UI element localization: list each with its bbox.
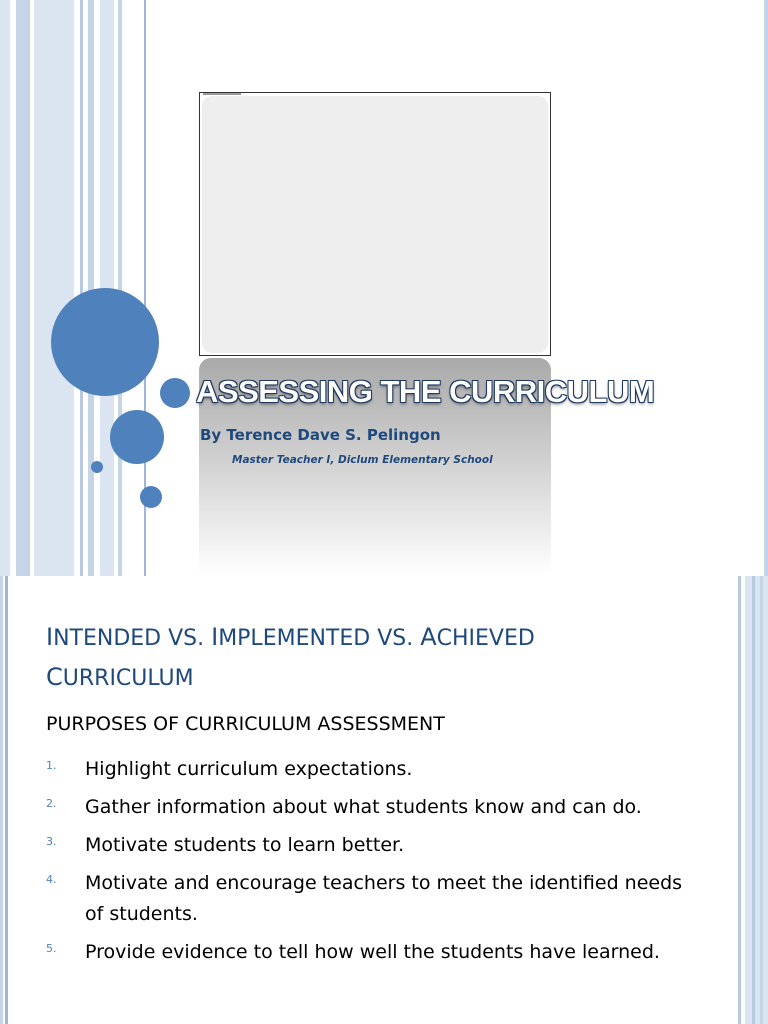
- picture-placeholder: [199, 92, 551, 356]
- picture-area: [202, 96, 548, 353]
- content-slide: [0, 576, 768, 1024]
- list-item: [46, 937, 686, 968]
- decor-circle: [110, 410, 164, 464]
- decor-stripe: [16, 0, 30, 576]
- item-number: 1.: [46, 759, 57, 772]
- heading-cap: I: [211, 623, 219, 651]
- decor-circle: [160, 378, 190, 408]
- author-affiliation: Master Teacher I, Diclum Elementary School: [232, 454, 493, 466]
- decor-stripe: [760, 576, 763, 1024]
- decor-circle-small: [91, 461, 103, 473]
- list-item: [46, 754, 686, 785]
- decor-circle-large: [51, 288, 159, 396]
- slide-title: ASSESSING THE CURRICULUM: [196, 374, 655, 409]
- decor-stripe: [0, 0, 10, 576]
- decor-stripe: [764, 0, 768, 576]
- decor-stripe: [34, 0, 74, 576]
- heading-cap: A: [420, 623, 437, 651]
- item-text: Highlight curriculum expectations.: [85, 758, 413, 780]
- heading-rest: CHIEVED: [436, 626, 535, 651]
- item-text: Gather information about what students know and can do.: [85, 796, 642, 818]
- heading-line-1: [46, 618, 606, 658]
- item-number: 5.: [46, 942, 57, 955]
- heading-rest: URRICULUM: [62, 666, 194, 691]
- purposes-list: [46, 754, 686, 975]
- decor-stripe: [0, 576, 3, 1024]
- heading-cap: I: [46, 623, 54, 651]
- item-text: Provide evidence to tell how well the students have learned.: [85, 941, 660, 963]
- item-number: 2.: [46, 797, 57, 810]
- item-number: 4.: [46, 873, 57, 886]
- item-text: Motivate and encourage teachers to meet the identified needs of students.: [85, 872, 683, 925]
- heading-cap: C: [46, 663, 63, 691]
- decor-stripe: [752, 576, 755, 1024]
- decor-stripe: [745, 576, 768, 1024]
- decor-stripe: [738, 576, 741, 1024]
- decor-stripe: [80, 0, 83, 576]
- list-item: [46, 868, 686, 930]
- heading-rest: NTENDED VS.: [53, 626, 212, 651]
- decor-circle: [140, 486, 162, 508]
- list-item: [46, 830, 686, 861]
- author-byline: By Terence Dave S. Pelingon: [200, 426, 441, 444]
- heading-line-2: [46, 658, 606, 698]
- item-number: 3.: [46, 835, 57, 848]
- decor-stripe: [118, 0, 122, 576]
- list-item: [46, 792, 686, 823]
- section-subheading: PURPOSES OF CURRICULUM ASSESSMENT: [46, 713, 445, 735]
- decor-stripe: [5, 576, 8, 1024]
- item-text: Motivate students to learn better.: [85, 834, 405, 856]
- slide-heading: [46, 618, 606, 698]
- picture-caption-mark: [203, 93, 241, 95]
- decor-stripe: [88, 0, 94, 576]
- heading-rest: MPLEMENTED VS.: [218, 626, 421, 651]
